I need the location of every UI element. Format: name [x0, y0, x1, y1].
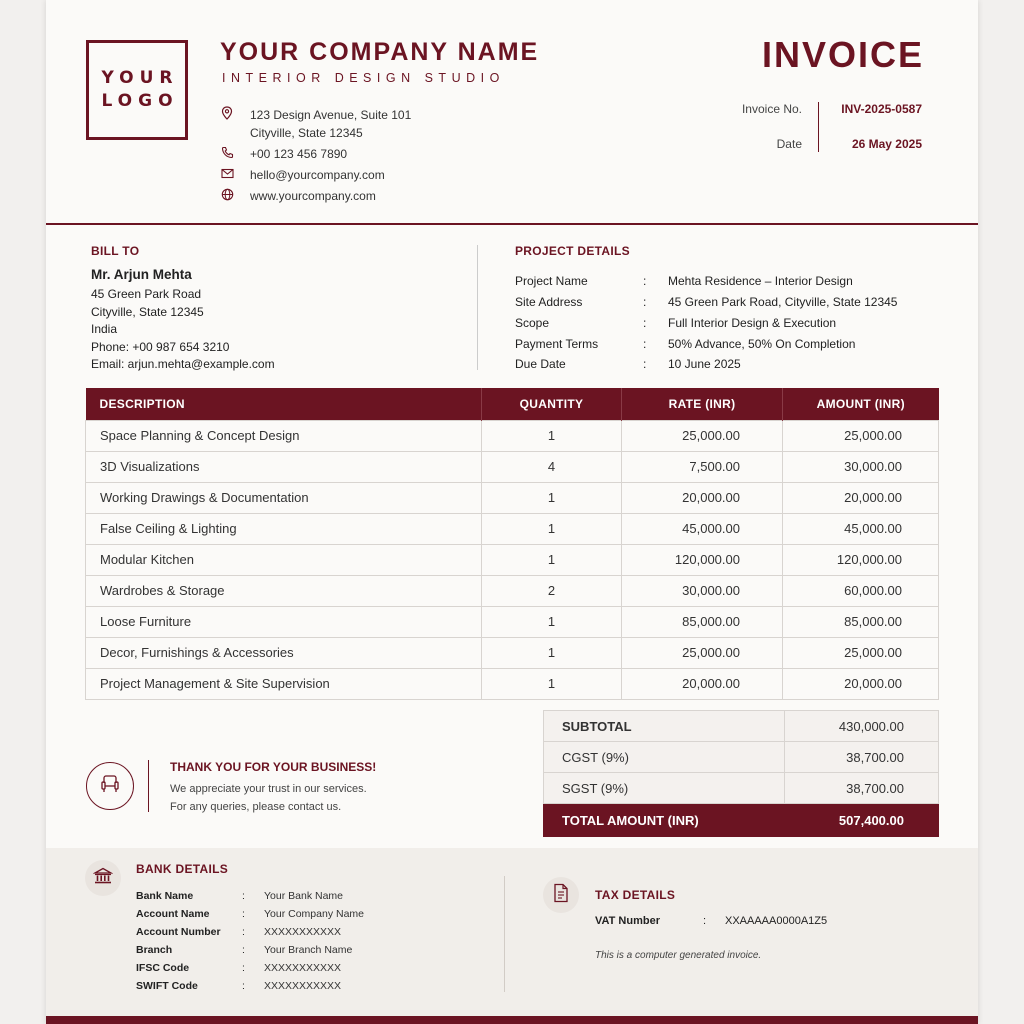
bank-row-value: Your Company Name: [264, 908, 364, 920]
item-amount: 85,000.00: [783, 606, 939, 637]
tax-details-title: TAX DETAILS: [595, 888, 676, 902]
cgst-label: CGST (9%): [544, 742, 785, 773]
table-row: [86, 482, 939, 513]
bank-row-value: XXXXXXXXXXX: [264, 962, 342, 974]
project-row-value: Mehta Residence – Interior Design: [668, 274, 853, 288]
table-row: [86, 575, 939, 606]
sgst-row: [544, 773, 939, 804]
colon: :: [242, 944, 245, 956]
subtotal-value: 430,000.00: [785, 711, 939, 742]
vat-row: [595, 915, 827, 927]
column-header-quantity: QUANTITY: [482, 388, 622, 420]
logo-text-line2: LOGO: [101, 91, 179, 111]
client-address-line-2: Cityville, State 12345: [91, 305, 204, 319]
item-amount: 120,000.00: [783, 544, 939, 575]
colon: :: [643, 337, 647, 351]
invoice-number-label: Invoice No.: [741, 102, 802, 116]
bill-project-divider: [477, 245, 478, 370]
item-quantity: 1: [482, 482, 622, 513]
item-amount: 20,000.00: [783, 482, 939, 513]
project-row: [515, 316, 836, 330]
vat-value: XXAAAAA0000A1Z5: [725, 915, 828, 927]
colon: :: [242, 980, 245, 992]
thanks-line-2: For any queries, please contact us.: [170, 801, 342, 813]
project-row: [515, 357, 741, 371]
table-row: [86, 513, 939, 544]
sgst-label: SGST (9%): [544, 773, 785, 804]
computer-generated-note: This is a computer generated invoice.: [595, 950, 762, 961]
line-items-table: [85, 388, 939, 700]
item-rate: 30,000.00: [622, 575, 783, 606]
colon: :: [643, 357, 647, 371]
company-tagline: INTERIOR DESIGN STUDIO: [222, 71, 505, 85]
project-row-label: Project Name: [515, 274, 588, 288]
sgst-value: 38,700.00: [785, 773, 939, 804]
invoice-date-label: Date: [776, 137, 802, 151]
total-value: 507,400.00: [785, 804, 939, 837]
contact-address: [220, 106, 411, 142]
bank-row-label: Bank Name: [136, 890, 194, 902]
item-quantity: 4: [482, 451, 622, 482]
bank-row-label: Account Name: [136, 908, 210, 920]
invoice-number: INV-2025-0587: [841, 102, 922, 116]
project-row-label: Site Address: [515, 295, 583, 309]
project-row-label: Scope: [515, 316, 550, 330]
header-divider: [46, 223, 978, 225]
address-line-1: 123 Design Avenue, Suite 101: [250, 108, 412, 122]
bank-details-title: BANK DETAILS: [136, 862, 229, 876]
email-address: hello@yourcompany.com: [250, 168, 385, 182]
item-description: Space Planning & Concept Design: [86, 420, 482, 451]
total-label: TOTAL AMOUNT (INR): [544, 804, 785, 837]
bank-row-value: Your Bank Name: [264, 890, 343, 902]
bank-icon-badge: [85, 860, 121, 896]
document-icon: [552, 883, 570, 907]
phone-number: +00 123 456 7890: [250, 147, 348, 161]
item-rate: 120,000.00: [622, 544, 783, 575]
bank-row-value: XXXXXXXXXXX: [264, 980, 342, 992]
item-quantity: 2: [482, 575, 622, 606]
bill-to-title: BILL TO: [91, 244, 140, 258]
project-row: [515, 337, 855, 351]
item-description: Loose Furniture: [86, 606, 482, 637]
project-details-title: PROJECT DETAILS: [515, 244, 630, 258]
item-rate: 85,000.00: [622, 606, 783, 637]
project-row-value: 10 June 2025: [668, 357, 741, 371]
colon: :: [643, 274, 647, 288]
column-header-amount: AMOUNT (INR): [783, 388, 939, 420]
project-row-value: 45 Green Park Road, Cityville, State 12345: [668, 295, 898, 309]
thanks-title: THANK YOU FOR YOUR BUSINESS!: [170, 760, 377, 774]
colon: :: [703, 915, 707, 927]
project-row-value: 50% Advance, 50% On Completion: [668, 337, 856, 351]
bank-row: [136, 926, 341, 938]
logo-text-line1: YOUR: [101, 68, 179, 88]
project-row: [515, 295, 897, 309]
item-description: False Ceiling & Lighting: [86, 513, 482, 544]
item-quantity: 1: [482, 513, 622, 544]
bank-row-label: SWIFT Code: [136, 980, 198, 992]
item-rate: 20,000.00: [622, 668, 783, 699]
cgst-row: [544, 742, 939, 773]
bank-row: [136, 980, 341, 992]
item-rate: 20,000.00: [622, 482, 783, 513]
subtotal-label: SUBTOTAL: [544, 711, 785, 742]
bank-row-value: XXXXXXXXXXX: [264, 926, 342, 938]
thanks-line-1: We appreciate your trust in our services.: [170, 783, 367, 795]
item-description: Wardrobes & Storage: [86, 575, 482, 606]
invoice-page: [46, 0, 978, 1024]
thanks-divider: [148, 760, 149, 812]
footer-accent-bar: [46, 1016, 978, 1024]
location-pin-icon: [220, 106, 234, 120]
item-description: 3D Visualizations: [86, 451, 482, 482]
client-email: Email: arjun.mehta@example.com: [91, 357, 275, 371]
item-amount: 30,000.00: [783, 451, 939, 482]
table-row: [86, 451, 939, 482]
footer-divider: [504, 876, 505, 992]
item-description: Project Management & Site Supervision: [86, 668, 482, 699]
item-amount: 60,000.00: [783, 575, 939, 606]
table-row: [86, 420, 939, 451]
contact-website: [220, 187, 376, 205]
item-quantity: 1: [482, 637, 622, 668]
colon: :: [643, 295, 647, 309]
thanks-badge: [86, 762, 134, 810]
project-row-label: Payment Terms: [515, 337, 599, 351]
client-address-line-1: 45 Green Park Road: [91, 287, 202, 301]
invoice-date: 26 May 2025: [851, 137, 922, 151]
total-row: [544, 804, 939, 837]
company-logo: [86, 40, 188, 140]
project-row: [515, 274, 853, 288]
armchair-icon: [98, 772, 122, 800]
item-rate: 7,500.00: [622, 451, 783, 482]
colon: :: [242, 962, 245, 974]
item-description: Decor, Furnishings & Accessories: [86, 637, 482, 668]
bank-row-label: Branch: [136, 944, 173, 956]
bank-row: [136, 944, 352, 956]
table-row: [86, 544, 939, 575]
meta-divider: [818, 102, 819, 152]
table-row: [86, 637, 939, 668]
item-description: Working Drawings & Documentation: [86, 482, 482, 513]
envelope-icon: [220, 166, 234, 180]
website-url: www.yourcompany.com: [250, 189, 376, 203]
cgst-value: 38,700.00: [785, 742, 939, 773]
bank-row-label: IFSC Code: [136, 962, 190, 974]
contact-phone: [220, 145, 347, 163]
bank-icon: [93, 866, 113, 890]
table-row: [86, 606, 939, 637]
invoice-title: INVOICE: [761, 34, 924, 75]
item-amount: 45,000.00: [783, 513, 939, 544]
item-amount: 25,000.00: [783, 637, 939, 668]
column-header-rate: RATE (INR): [622, 388, 783, 420]
bank-row: [136, 908, 364, 920]
address-line-2: Cityville, State 12345: [250, 126, 363, 140]
item-rate: 25,000.00: [622, 420, 783, 451]
project-row-value: Full Interior Design & Execution: [668, 316, 837, 330]
table-header-row: [86, 388, 939, 420]
bank-row: [136, 962, 341, 974]
client-phone: Phone: +00 987 654 3210: [91, 340, 230, 354]
vat-label: VAT Number: [595, 915, 660, 927]
subtotal-row: [544, 711, 939, 742]
colon: :: [643, 316, 647, 330]
contact-email: [220, 166, 385, 184]
document-icon-badge: [543, 877, 579, 913]
item-description: Modular Kitchen: [86, 544, 482, 575]
item-rate: 25,000.00: [622, 637, 783, 668]
company-name: YOUR COMPANY NAME: [220, 38, 540, 66]
client-country: India: [91, 322, 118, 336]
phone-icon: [220, 145, 234, 159]
item-rate: 45,000.00: [622, 513, 783, 544]
colon: :: [242, 908, 245, 920]
totals-table: [543, 710, 939, 837]
project-row-label: Due Date: [515, 357, 566, 371]
client-name: Mr. Arjun Mehta: [91, 267, 192, 282]
colon: :: [242, 890, 245, 902]
bank-row-label: Account Number: [136, 926, 221, 938]
item-quantity: 1: [482, 544, 622, 575]
item-quantity: 1: [482, 420, 622, 451]
bank-row: [136, 890, 343, 902]
bank-row-value: Your Branch Name: [264, 944, 353, 956]
item-amount: 25,000.00: [783, 420, 939, 451]
table-row: [86, 668, 939, 699]
item-quantity: 1: [482, 606, 622, 637]
colon: :: [242, 926, 245, 938]
item-amount: 20,000.00: [783, 668, 939, 699]
globe-icon: [220, 187, 234, 201]
item-quantity: 1: [482, 668, 622, 699]
column-header-description: DESCRIPTION: [86, 388, 482, 420]
